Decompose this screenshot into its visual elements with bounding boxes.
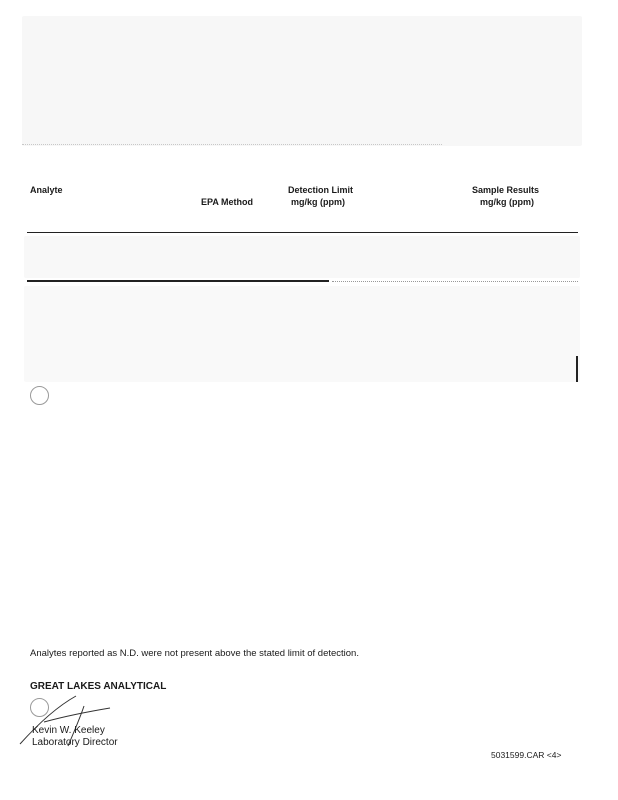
scan-dotted-line [22, 144, 442, 145]
signer-name: Kevin W. Keeley [32, 725, 105, 736]
table-header-rule [27, 232, 578, 233]
header-epa-method: EPA Method [201, 197, 253, 207]
punch-hole-upper [30, 386, 49, 405]
scan-smudge-mid [24, 286, 580, 382]
scan-smudge-row [24, 236, 580, 278]
document-id: 5031599.CAR <4> [491, 750, 562, 760]
table-dotted-rule [332, 281, 578, 282]
detection-note: Analytes reported as N.D. were not present above the stated limit of detection. [30, 648, 359, 659]
table-end-mark [576, 356, 578, 382]
signer-title: Laboratory Director [32, 737, 118, 748]
header-detection-limit-unit: mg/kg (ppm) [291, 197, 345, 207]
header-sample-results-unit: mg/kg (ppm) [480, 197, 534, 207]
header-sample-results: Sample Results [472, 185, 540, 195]
header-detection-limit: Detection Limit [288, 185, 354, 195]
header-analyte: Analyte [30, 185, 63, 195]
table-section-rule [27, 280, 329, 282]
scan-smudge-top [22, 16, 582, 146]
company-name: GREAT LAKES ANALYTICAL [30, 681, 167, 692]
